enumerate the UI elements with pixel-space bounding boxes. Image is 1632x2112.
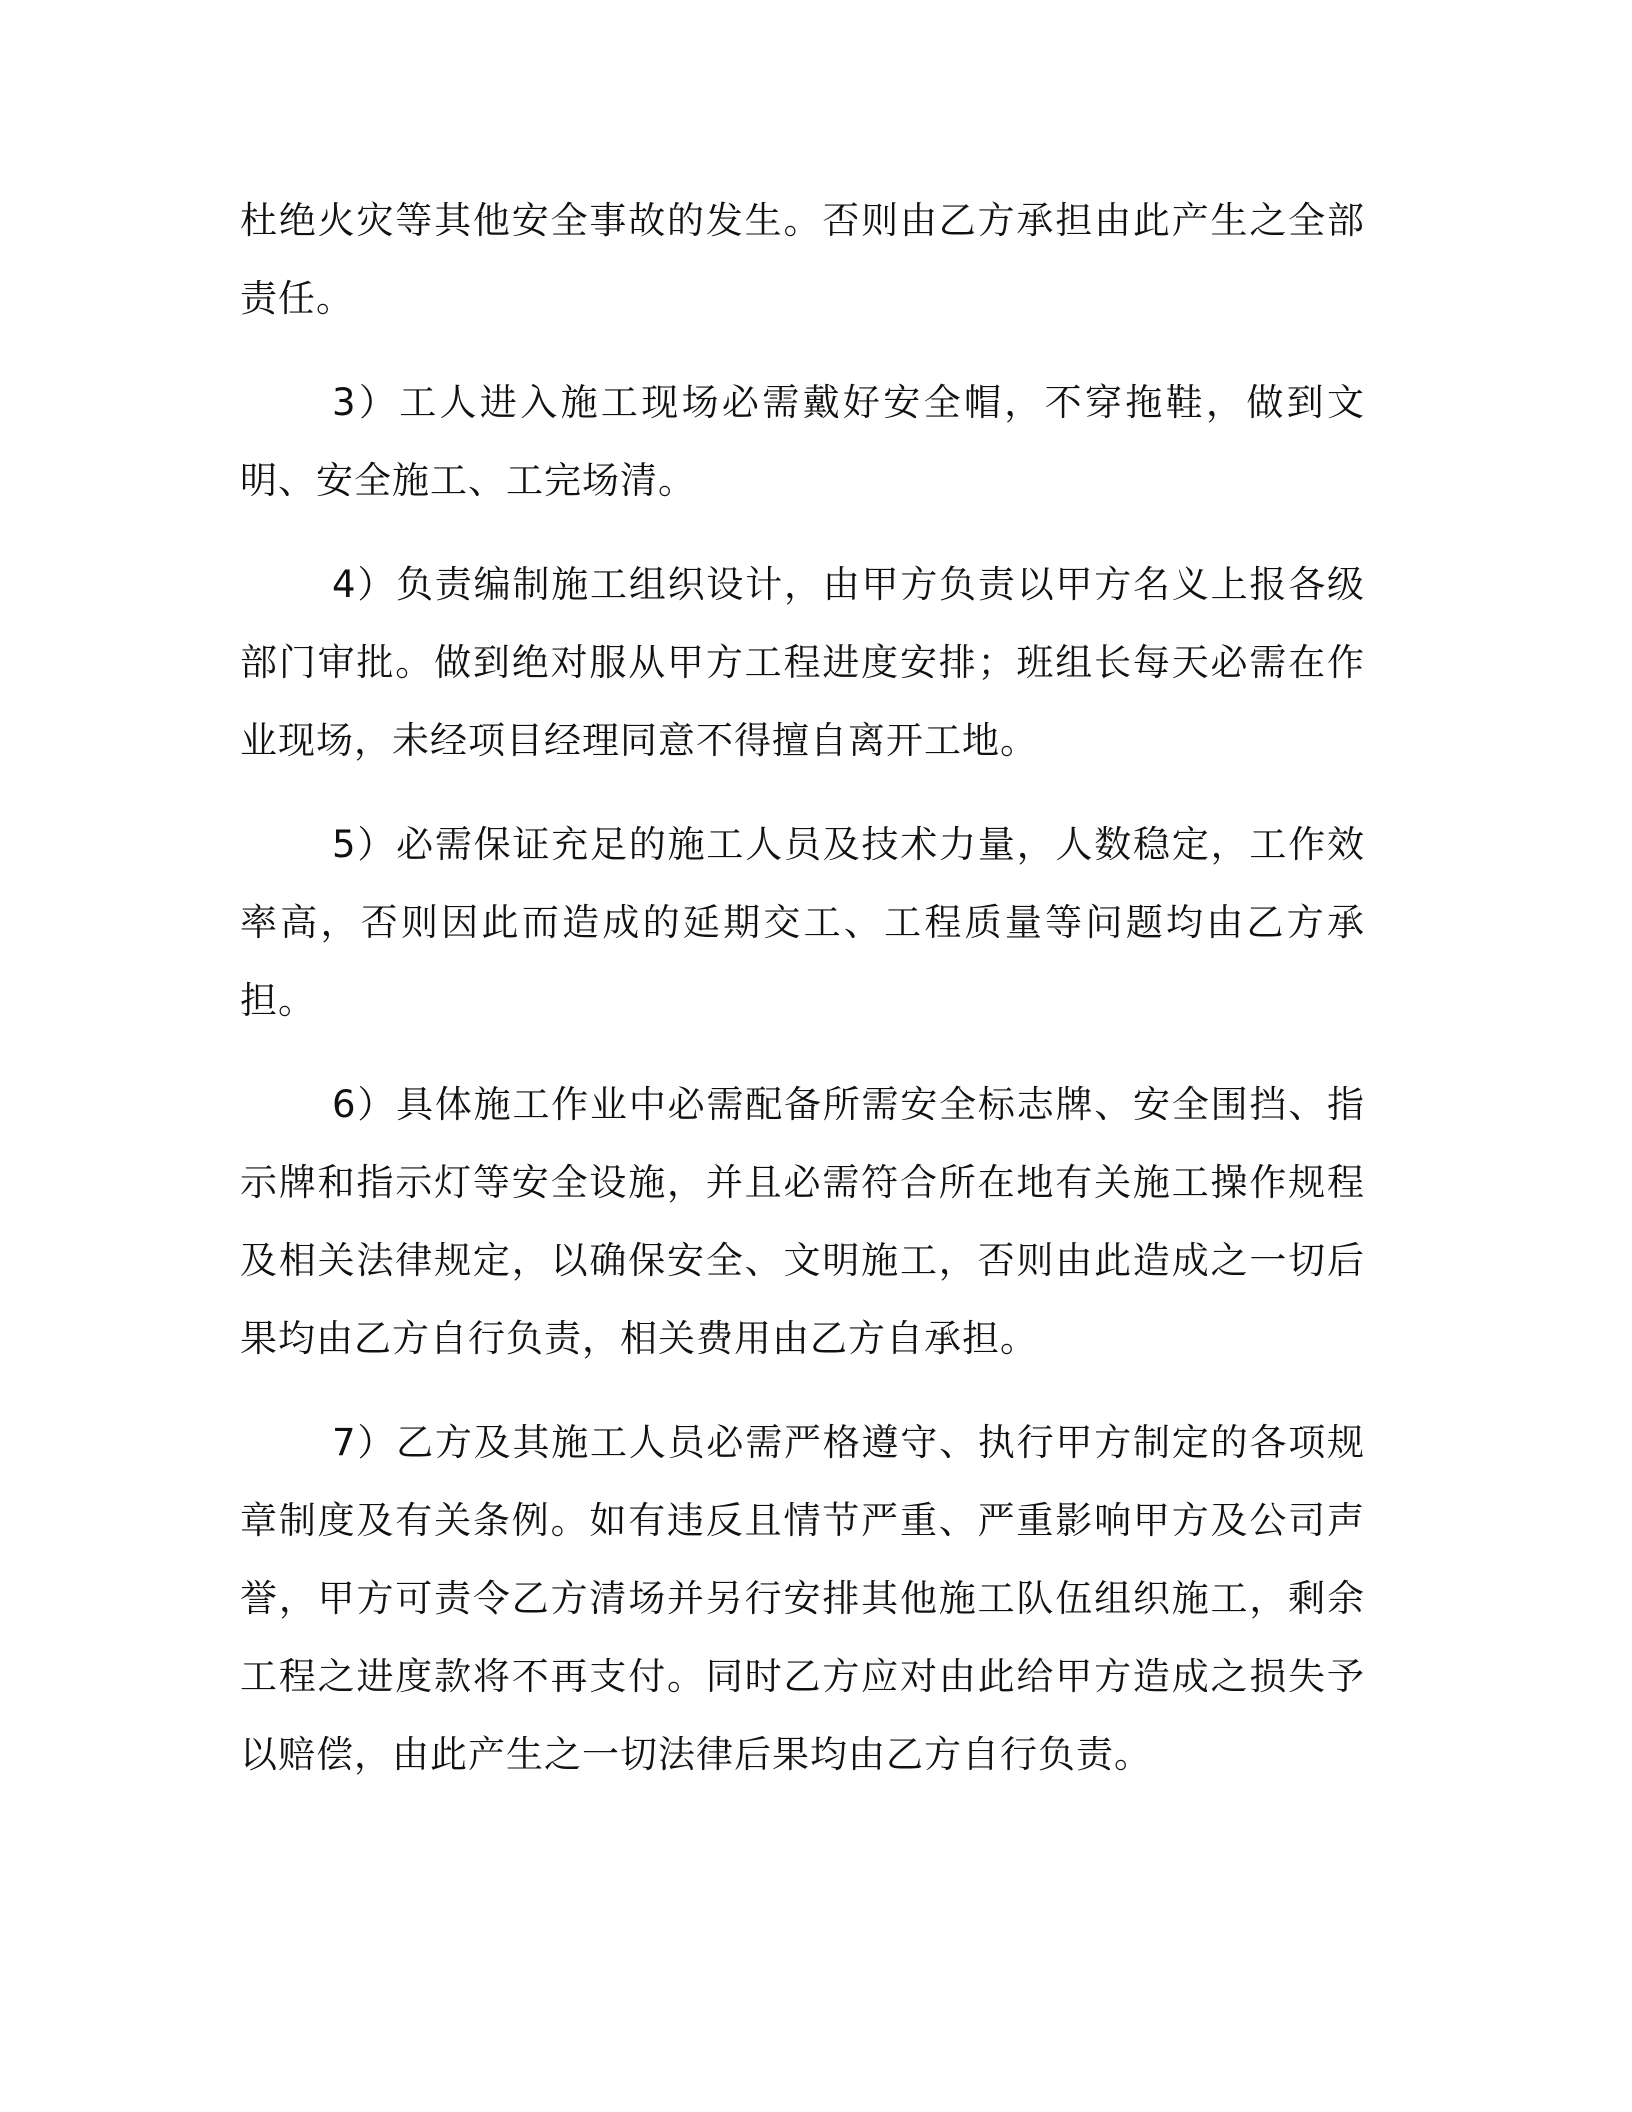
paragraph-item-5: 5）必需保证充足的施工人员及技术力量，人数稳定，工作效率高，否则因此而造成的延期交工、工程质量等问题均由乙方承担。 (240, 823, 1365, 1022)
paragraph-continuation: 杜绝火灾等其他安全事故的发生。否则由乙方承担由此产生之全部责任。 (240, 199, 1365, 320)
paragraph-item-4: 4）负责编制施工组织设计，由甲方负责以甲方名义上报各级部门审批。做到绝对服从甲方工程进度安排；班组长每天必需在作业现场，未经项目经理同意不得擅自离开工地。 (240, 563, 1365, 762)
paragraph-item-7: 7）乙方及其施工人员必需严格遵守、执行甲方制定的各项规章制度及有关条例。如有违反且情节严重、严重影响甲方及公司声誉，甲方可责令乙方清场并另行安排其他施工队伍组织施工，剩余工程之进度款将不再支付。同时乙方应对由此给甲方造成之损失予以赔偿，由此产生之一切法律后果均由乙方自行负责。 (240, 1421, 1365, 1776)
paragraph-item-3: 3）工人进入施工现场必需戴好安全帽，不穿拖鞋，做到文明、安全施工、工完场清。 (240, 381, 1365, 502)
document-body (240, 182, 1365, 1794)
paragraph-item-6: 6）具体施工作业中必需配备所需安全标志牌、安全围挡、指示牌和指示灯等安全设施，并且必需符合所在地有关施工操作规程及相关法律规定，以确保安全、文明施工，否则由此造成之一切后果均由乙方自行负责，相关费用由乙方自承担。 (240, 1083, 1365, 1360)
